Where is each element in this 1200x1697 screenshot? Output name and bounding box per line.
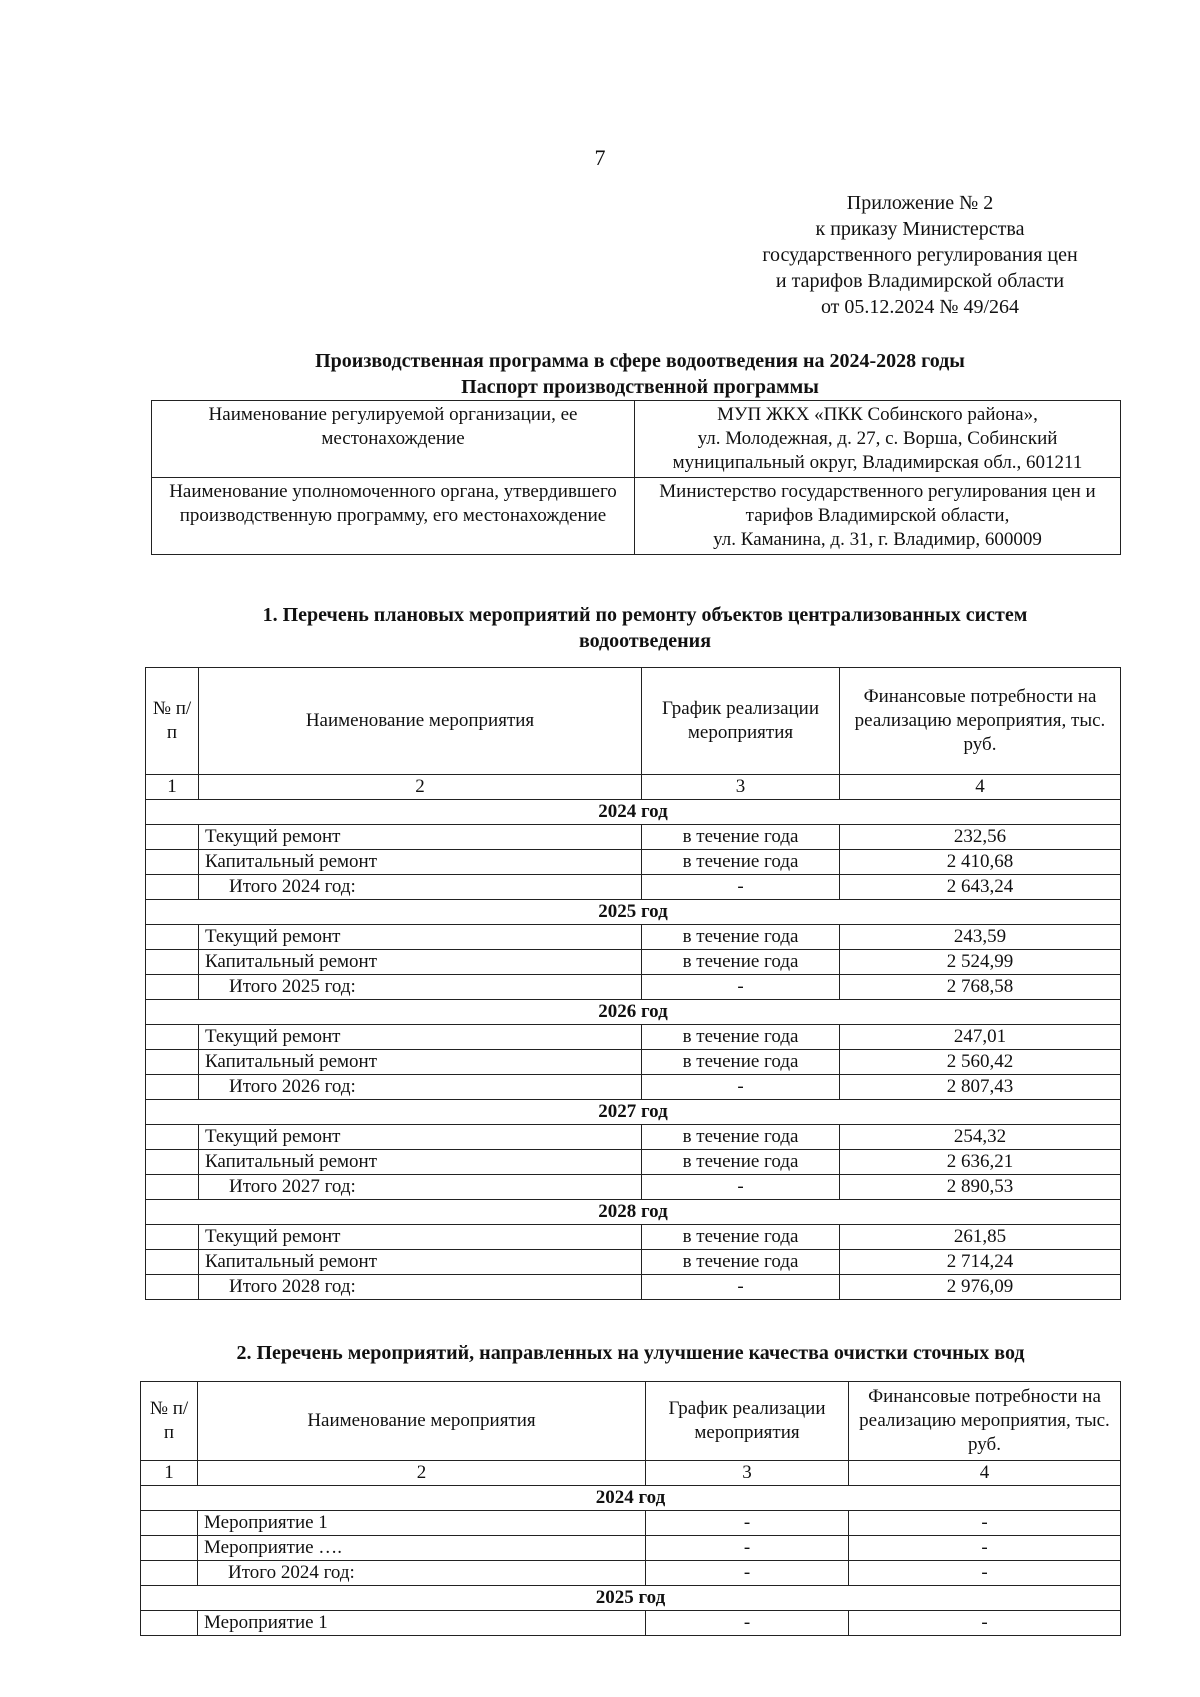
column-number: 3 (642, 775, 840, 800)
event-amount: 2 643,24 (840, 875, 1121, 900)
table-row (146, 950, 1121, 975)
column-number: 2 (198, 1461, 646, 1486)
passport-value-line: Министерство государственного регулирования цен и тарифов Владимирской области, (659, 481, 1096, 526)
row-index (141, 1611, 198, 1636)
event-name: Мероприятие 1 (198, 1611, 646, 1636)
event-name: Капитальный ремонт (199, 950, 642, 975)
event-name: Текущий ремонт (199, 925, 642, 950)
event-amount: 2 636,21 (840, 1150, 1121, 1175)
year-row (146, 1200, 1121, 1225)
column-number: 1 (146, 775, 199, 800)
appendix-line: и тарифов Владимирской области (775, 270, 1065, 292)
passport-label: Наименование регулируемой организации, ее местонахождение (152, 401, 635, 478)
passport-row (152, 478, 1121, 555)
event-schedule: - (642, 1075, 840, 1100)
header-cell: График реализации мероприятия (642, 668, 840, 775)
event-amount: 261,85 (840, 1225, 1121, 1250)
section1-heading: 1. Перечень плановых мероприятий по ремонту объектов централизованных систем водоотведения (262, 604, 1028, 652)
event-schedule: - (646, 1536, 849, 1561)
table-row (146, 1125, 1121, 1150)
header-cell: Финансовые потребности на реализацию мероприятия, тыс. руб. (849, 1382, 1121, 1461)
event-amount: 243,59 (840, 925, 1121, 950)
passport-row (152, 401, 1121, 478)
header-cell: Наименование мероприятия (199, 668, 642, 775)
column-number-row (146, 775, 1121, 800)
table-header-row (146, 668, 1121, 775)
event-amount: 2 410,68 (840, 850, 1121, 875)
table-row (146, 850, 1121, 875)
year-row (146, 1100, 1121, 1125)
event-name: Текущий ремонт (199, 1225, 642, 1250)
document-title (160, 348, 1120, 400)
table-row (146, 825, 1121, 850)
table-row (146, 925, 1121, 950)
year-row (146, 900, 1121, 925)
event-schedule: в течение года (642, 1250, 840, 1275)
event-name: Итого 2027 год: (199, 1175, 642, 1200)
appendix-block (720, 190, 1120, 320)
year-group (146, 900, 1121, 1000)
event-name: Итого 2024 год: (199, 875, 642, 900)
event-schedule: - (646, 1611, 849, 1636)
event-name: Текущий ремонт (199, 1025, 642, 1050)
row-index (146, 875, 199, 900)
appendix-line: к приказу Министерства (815, 218, 1025, 240)
header-cell: № п/п (146, 668, 199, 775)
table-row (146, 1225, 1121, 1250)
event-amount: 2 768,58 (840, 975, 1121, 1000)
table-row (146, 1050, 1121, 1075)
event-schedule: в течение года (642, 1025, 840, 1050)
year-group (146, 800, 1121, 900)
row-index (146, 1225, 199, 1250)
event-schedule: - (642, 1175, 840, 1200)
event-amount: - (849, 1561, 1121, 1586)
passport-value (635, 478, 1121, 555)
header-cell: Наименование мероприятия (198, 1382, 646, 1461)
appendix-line: от 05.12.2024 № 49/264 (820, 296, 1020, 318)
event-amount: 2 714,24 (840, 1250, 1121, 1275)
row-index (141, 1511, 198, 1536)
event-name: Капитальный ремонт (199, 1250, 642, 1275)
event-schedule: в течение года (642, 850, 840, 875)
year-label: 2027 год (146, 1100, 1121, 1125)
event-amount: 247,01 (840, 1025, 1121, 1050)
event-schedule: в течение года (642, 1125, 840, 1150)
column-number: 1 (141, 1461, 198, 1486)
program-title: Производственная программа в сфере водоотведения на 2024-2028 годы (315, 350, 965, 372)
column-number: 2 (199, 775, 642, 800)
event-schedule: в течение года (642, 825, 840, 850)
row-index (146, 1150, 199, 1175)
repair-table (145, 667, 1121, 1300)
table-row (146, 1275, 1121, 1300)
row-index (146, 825, 199, 850)
row-index (146, 1125, 199, 1150)
page-number: 7 (594, 145, 606, 170)
passport-value-line: муниципальный округ, Владимирская обл., 601211 (672, 452, 1083, 473)
column-number: 4 (849, 1461, 1121, 1486)
year-label: 2025 год (146, 900, 1121, 925)
quality-table (140, 1381, 1121, 1636)
event-schedule: в течение года (642, 1225, 840, 1250)
year-label: 2025 год (141, 1586, 1121, 1611)
table-row (146, 1150, 1121, 1175)
event-schedule: в течение года (642, 950, 840, 975)
column-number: 4 (840, 775, 1121, 800)
row-index (146, 850, 199, 875)
event-schedule: - (646, 1561, 849, 1586)
event-amount: 2 560,42 (840, 1050, 1121, 1075)
event-schedule: в течение года (642, 925, 840, 950)
year-group (141, 1486, 1121, 1586)
row-index (146, 1075, 199, 1100)
year-row (141, 1586, 1121, 1611)
table-row (141, 1536, 1121, 1561)
event-schedule: в течение года (642, 1050, 840, 1075)
event-name: Итого 2025 год: (199, 975, 642, 1000)
table-row (146, 875, 1121, 900)
event-name: Мероприятие 1 (198, 1511, 646, 1536)
row-index (146, 1250, 199, 1275)
passport-value-line: ул. Молодежная, д. 27, с. Ворша, Собинский (697, 428, 1058, 449)
row-index (146, 975, 199, 1000)
header-cell: № п/п (141, 1382, 198, 1461)
row-index (141, 1536, 198, 1561)
table-row (141, 1611, 1121, 1636)
passport-value-line: ул. Каманина, д. 31, г. Владимир, 600009 (713, 529, 1042, 550)
event-schedule: - (642, 975, 840, 1000)
event-schedule: - (646, 1511, 849, 1536)
event-amount: - (849, 1511, 1121, 1536)
event-name: Капитальный ремонт (199, 1050, 642, 1075)
event-amount: 2 807,43 (840, 1075, 1121, 1100)
row-index (146, 1175, 199, 1200)
event-name: Текущий ремонт (199, 825, 642, 850)
event-name: Капитальный ремонт (199, 1150, 642, 1175)
event-schedule: - (642, 875, 840, 900)
year-group (141, 1586, 1121, 1636)
column-number-row (141, 1461, 1121, 1486)
table-row (141, 1511, 1121, 1536)
passport-table (151, 400, 1121, 555)
year-row (141, 1486, 1121, 1511)
row-index (141, 1561, 198, 1586)
event-name: Итого 2028 год: (199, 1275, 642, 1300)
header-cell: Финансовые потребности на реализацию мероприятия, тыс. руб. (840, 668, 1121, 775)
row-index (146, 1025, 199, 1050)
event-amount: 254,32 (840, 1125, 1121, 1150)
passport-title: Паспорт производственной программы (461, 376, 819, 398)
table-row (146, 1025, 1121, 1050)
column-number: 3 (646, 1461, 849, 1486)
table-row (146, 1175, 1121, 1200)
year-row (146, 800, 1121, 825)
row-index (146, 925, 199, 950)
event-name: Мероприятие …. (198, 1536, 646, 1561)
section2-heading: 2. Перечень мероприятий, направленных на улучшение качества очистки сточных вод (236, 1342, 1025, 1364)
year-label: 2024 год (141, 1486, 1121, 1511)
passport-value-line: МУП ЖКХ «ПКК Собинского района», (717, 404, 1038, 425)
year-row (146, 1000, 1121, 1025)
event-amount: - (849, 1611, 1121, 1636)
year-group (146, 1000, 1121, 1100)
row-index (146, 1050, 199, 1075)
appendix-line: Приложение № 2 (846, 192, 994, 214)
event-schedule: - (642, 1275, 840, 1300)
table-header-row (141, 1382, 1121, 1461)
event-amount: 232,56 (840, 825, 1121, 850)
event-amount: - (849, 1536, 1121, 1561)
event-name: Итого 2026 год: (199, 1075, 642, 1100)
event-amount: 2 976,09 (840, 1275, 1121, 1300)
year-label: 2028 год (146, 1200, 1121, 1225)
year-group (146, 1100, 1121, 1200)
event-amount: 2 524,99 (840, 950, 1121, 975)
table-row (146, 975, 1121, 1000)
event-name: Текущий ремонт (199, 1125, 642, 1150)
event-name: Итого 2024 год: (198, 1561, 646, 1586)
year-label: 2026 год (146, 1000, 1121, 1025)
table-row (141, 1561, 1121, 1586)
table-row (146, 1075, 1121, 1100)
header-cell: График реализации мероприятия (646, 1382, 849, 1461)
passport-value (635, 401, 1121, 478)
year-label: 2024 год (146, 800, 1121, 825)
year-group (146, 1200, 1121, 1300)
event-amount: 2 890,53 (840, 1175, 1121, 1200)
event-name: Капитальный ремонт (199, 850, 642, 875)
row-index (146, 950, 199, 975)
row-index (146, 1275, 199, 1300)
appendix-line: государственного регулирования цен (762, 244, 1078, 266)
passport-label: Наименование уполномоченного органа, утвердившего производственную программу, его местонахождение (152, 478, 635, 555)
event-schedule: в течение года (642, 1150, 840, 1175)
table-row (146, 1250, 1121, 1275)
